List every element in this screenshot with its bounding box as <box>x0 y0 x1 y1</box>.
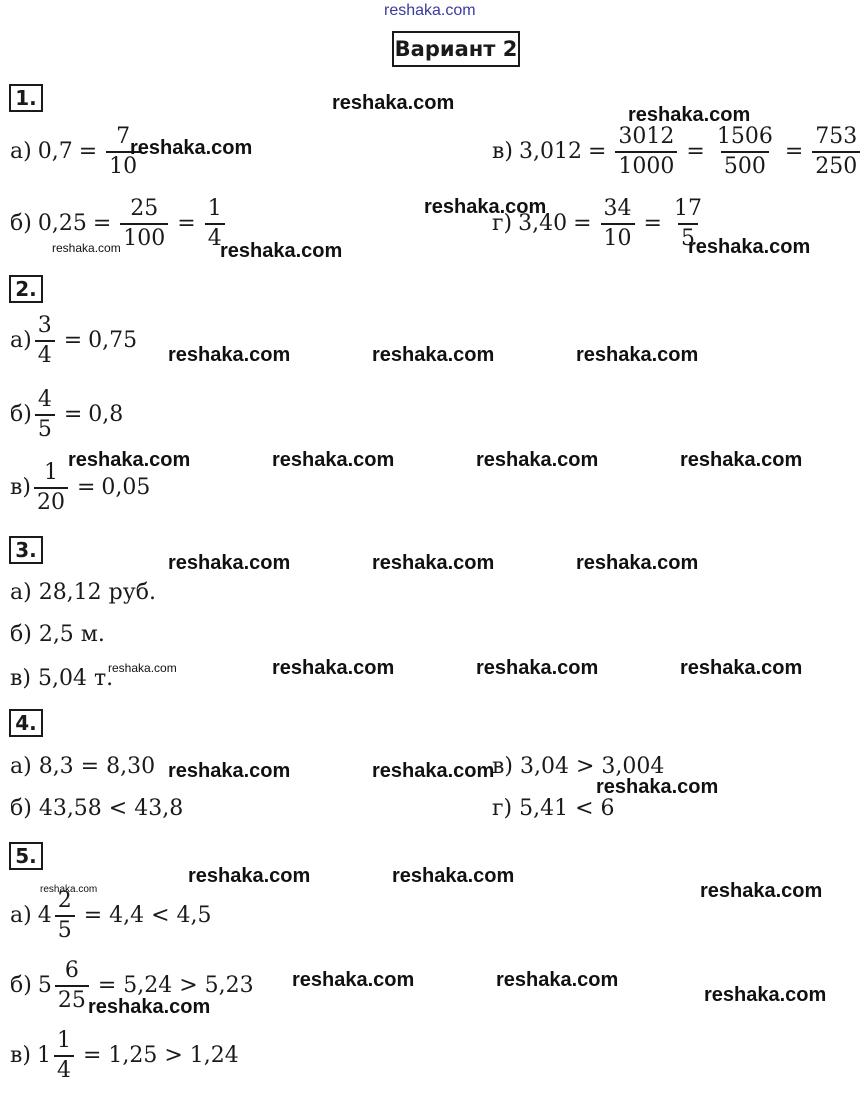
equals: = <box>587 139 607 164</box>
prefix: а) <box>10 328 32 353</box>
fraction: $\frac{3}{4}$ <box>35 315 55 367</box>
fraction: $\frac{6}{25}$ <box>55 960 89 1012</box>
watermark: reshaka.com <box>476 657 599 679</box>
watermark: reshaka.com <box>272 657 395 679</box>
equals: = <box>177 211 196 236</box>
prefix: г) <box>492 211 513 236</box>
watermark: reshaka.com <box>372 760 495 782</box>
task-2b <box>10 389 123 441</box>
task-2-number: 2. <box>9 275 43 303</box>
watermark: reshaka.com <box>52 241 121 255</box>
watermark: reshaka.com <box>372 344 495 366</box>
task-1a <box>10 126 143 178</box>
equals: = <box>92 211 112 236</box>
watermark: reshaka.com <box>424 196 547 218</box>
task-3v: в) 5,04 т. <box>10 666 114 691</box>
fraction-3: $\frac{753}{250}$ <box>812 126 860 178</box>
watermark: reshaka.com <box>688 236 811 258</box>
equals: = <box>686 139 705 164</box>
watermark: reshaka.com <box>332 92 455 114</box>
fraction-2: $\frac{17}{5}$ <box>673 196 702 251</box>
task-4-number: 4. <box>9 709 43 737</box>
task-5a <box>10 890 212 942</box>
whole: 5 <box>37 973 52 998</box>
lhs: 3,012 <box>518 139 582 164</box>
rest: = 1,25 > 1,24 <box>82 1043 239 1068</box>
task-4b: б) 43,58 < 43,8 <box>10 796 184 821</box>
rhs: 0,75 <box>88 328 138 353</box>
whole: 4 <box>37 903 52 928</box>
watermark: reshaka.com <box>40 884 98 895</box>
watermark: reshaka.com <box>292 969 415 991</box>
equals: = <box>643 211 662 236</box>
watermark: reshaka.com <box>168 344 291 366</box>
watermark: reshaka.com <box>272 449 395 471</box>
watermark: reshaka.com <box>220 240 343 262</box>
watermark: reshaka.com <box>88 996 211 1018</box>
fraction: $\frac{7}{10}$ <box>106 126 140 178</box>
watermark: reshaka.com <box>680 449 803 471</box>
task-4v: в) 3,04 > 3,004 <box>492 754 665 779</box>
watermark: reshaka.com <box>596 776 719 798</box>
watermark: reshaka.com <box>496 969 619 991</box>
variant-title: Вариант 2 <box>392 31 520 67</box>
rhs: 0,05 <box>101 475 151 500</box>
watermark: reshaka.com <box>130 137 253 159</box>
prefix: в) <box>10 475 31 500</box>
fraction: $\frac{2}{5}$ <box>55 890 75 942</box>
equals: = <box>784 139 804 164</box>
watermark: reshaka.com <box>704 984 827 1006</box>
lhs: 3,40 <box>518 211 568 236</box>
rest: = 5,24 > 5,23 <box>97 973 254 998</box>
site-header-link[interactable]: reshaka.com <box>384 2 476 19</box>
rhs: 0,8 <box>88 402 124 427</box>
fraction-1: $\frac{34}{10}$ <box>601 198 635 250</box>
fraction-2: $\frac{1}{4}$ <box>205 198 225 250</box>
prefix: в) <box>492 139 513 164</box>
watermark: reshaka.com <box>68 449 191 471</box>
prefix: б) <box>10 211 32 236</box>
prefix: б) <box>10 402 32 427</box>
task-4a: а) 8,3 = 8,30 <box>10 754 156 779</box>
whole: 1 <box>36 1043 51 1068</box>
task-1-number: 1. <box>9 84 43 112</box>
task-5v <box>10 1030 239 1082</box>
equals: = <box>76 475 96 500</box>
task-1v <box>492 126 863 178</box>
watermark: reshaka.com <box>680 657 803 679</box>
watermark: reshaka.com <box>392 865 515 887</box>
watermark: reshaka.com <box>108 661 177 675</box>
fraction-1: $\frac{3012}{1000}$ <box>615 126 677 178</box>
task-3b: б) 2,5 м. <box>10 622 105 647</box>
task-3a: а) 28,12 руб. <box>10 580 156 605</box>
fraction: $\frac{1}{20}$ <box>34 462 68 514</box>
prefix: в) <box>10 1043 31 1068</box>
prefix: а) <box>10 139 32 164</box>
watermark: reshaka.com <box>628 104 751 126</box>
lhs: 0,25 <box>37 211 87 236</box>
watermark: reshaka.com <box>168 760 291 782</box>
watermark: reshaka.com <box>576 344 699 366</box>
lhs: 0,7 <box>37 139 73 164</box>
watermark: reshaka.com <box>168 552 291 574</box>
fraction-1: $\frac{25}{100}$ <box>120 198 168 250</box>
watermark: reshaka.com <box>700 880 823 902</box>
rest: = 4,4 < 4,5 <box>83 903 212 928</box>
fraction-2: $\frac{1506}{500}$ <box>716 124 773 179</box>
watermark: reshaka.com <box>576 552 699 574</box>
fraction: $\frac{1}{4}$ <box>54 1030 74 1082</box>
equals: = <box>78 139 98 164</box>
task-3-number: 3. <box>9 536 43 564</box>
prefix: а) <box>10 903 32 928</box>
watermark: reshaka.com <box>188 865 311 887</box>
watermark: reshaka.com <box>476 449 599 471</box>
task-4g: г) 5,41 < 6 <box>492 796 615 821</box>
equals: = <box>573 211 592 236</box>
task-2a <box>10 315 137 367</box>
prefix: б) <box>10 973 32 998</box>
equals: = <box>63 402 83 427</box>
fraction: $\frac{4}{5}$ <box>35 389 55 441</box>
task-5-number: 5. <box>9 842 43 870</box>
watermark: reshaka.com <box>372 552 495 574</box>
equals: = <box>63 328 83 353</box>
